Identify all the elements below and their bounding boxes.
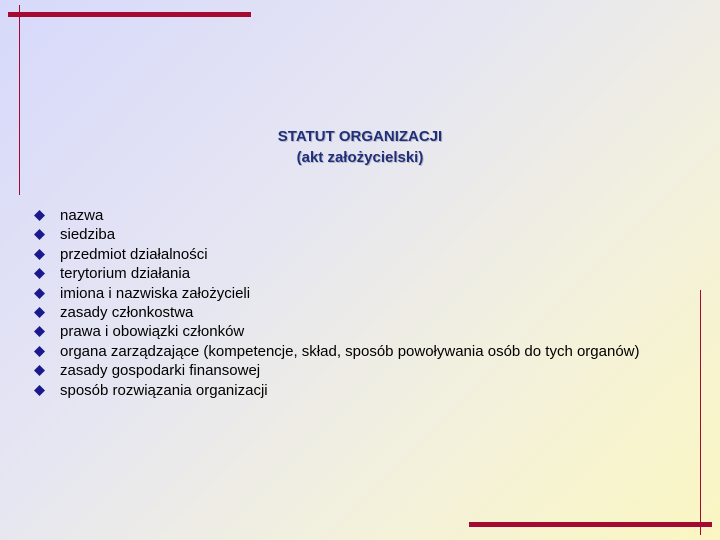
list-item (34, 381, 674, 400)
list-item (34, 303, 674, 322)
diamond-icon (34, 268, 45, 279)
list-item (34, 245, 674, 264)
list-item (34, 322, 674, 341)
list-item-text: terytorium działania (60, 265, 191, 283)
diamond-icon (34, 229, 45, 240)
diamond-icon (34, 288, 45, 299)
list-item (34, 264, 674, 283)
decorative-line-top (8, 12, 251, 17)
list-item-text: organa zarządzające (kompetencje, skład, sposób powoływania osób do tych organów) (60, 342, 640, 360)
list-item-text: zasady członkostwa (60, 304, 194, 322)
list-item-text: siedziba (60, 226, 116, 244)
diamond-icon (34, 210, 45, 221)
list-item-text: przedmiot działalności (60, 245, 208, 263)
diamond-icon (34, 326, 45, 337)
list-item-text: nazwa (60, 207, 104, 224)
decorative-line-right (700, 290, 701, 535)
list-item-text: imiona i nazwiska założycieli (60, 284, 251, 302)
bullet-list (34, 206, 674, 400)
decorative-line-left (19, 5, 20, 195)
list-item-text: zasady gospodarki finansowej (60, 362, 261, 380)
decorative-line-bottom (469, 522, 712, 527)
diamond-icon (34, 249, 45, 260)
list-item (34, 342, 674, 361)
slide-title (200, 126, 520, 168)
list-item (34, 225, 674, 244)
list-item (34, 361, 674, 380)
list-item (34, 284, 674, 303)
list-item-text: sposób rozwiązania organizacji (60, 381, 268, 399)
diamond-icon (34, 307, 45, 318)
diamond-icon (34, 346, 45, 357)
list-item-text: prawa i obowiązki członków (60, 323, 245, 341)
title-line-2: (akt założycielski) (296, 149, 424, 166)
title-line-1: STATUT ORGANIZACJI (277, 128, 443, 145)
list-item (34, 206, 674, 225)
diamond-icon (34, 385, 45, 396)
diamond-icon (34, 365, 45, 376)
